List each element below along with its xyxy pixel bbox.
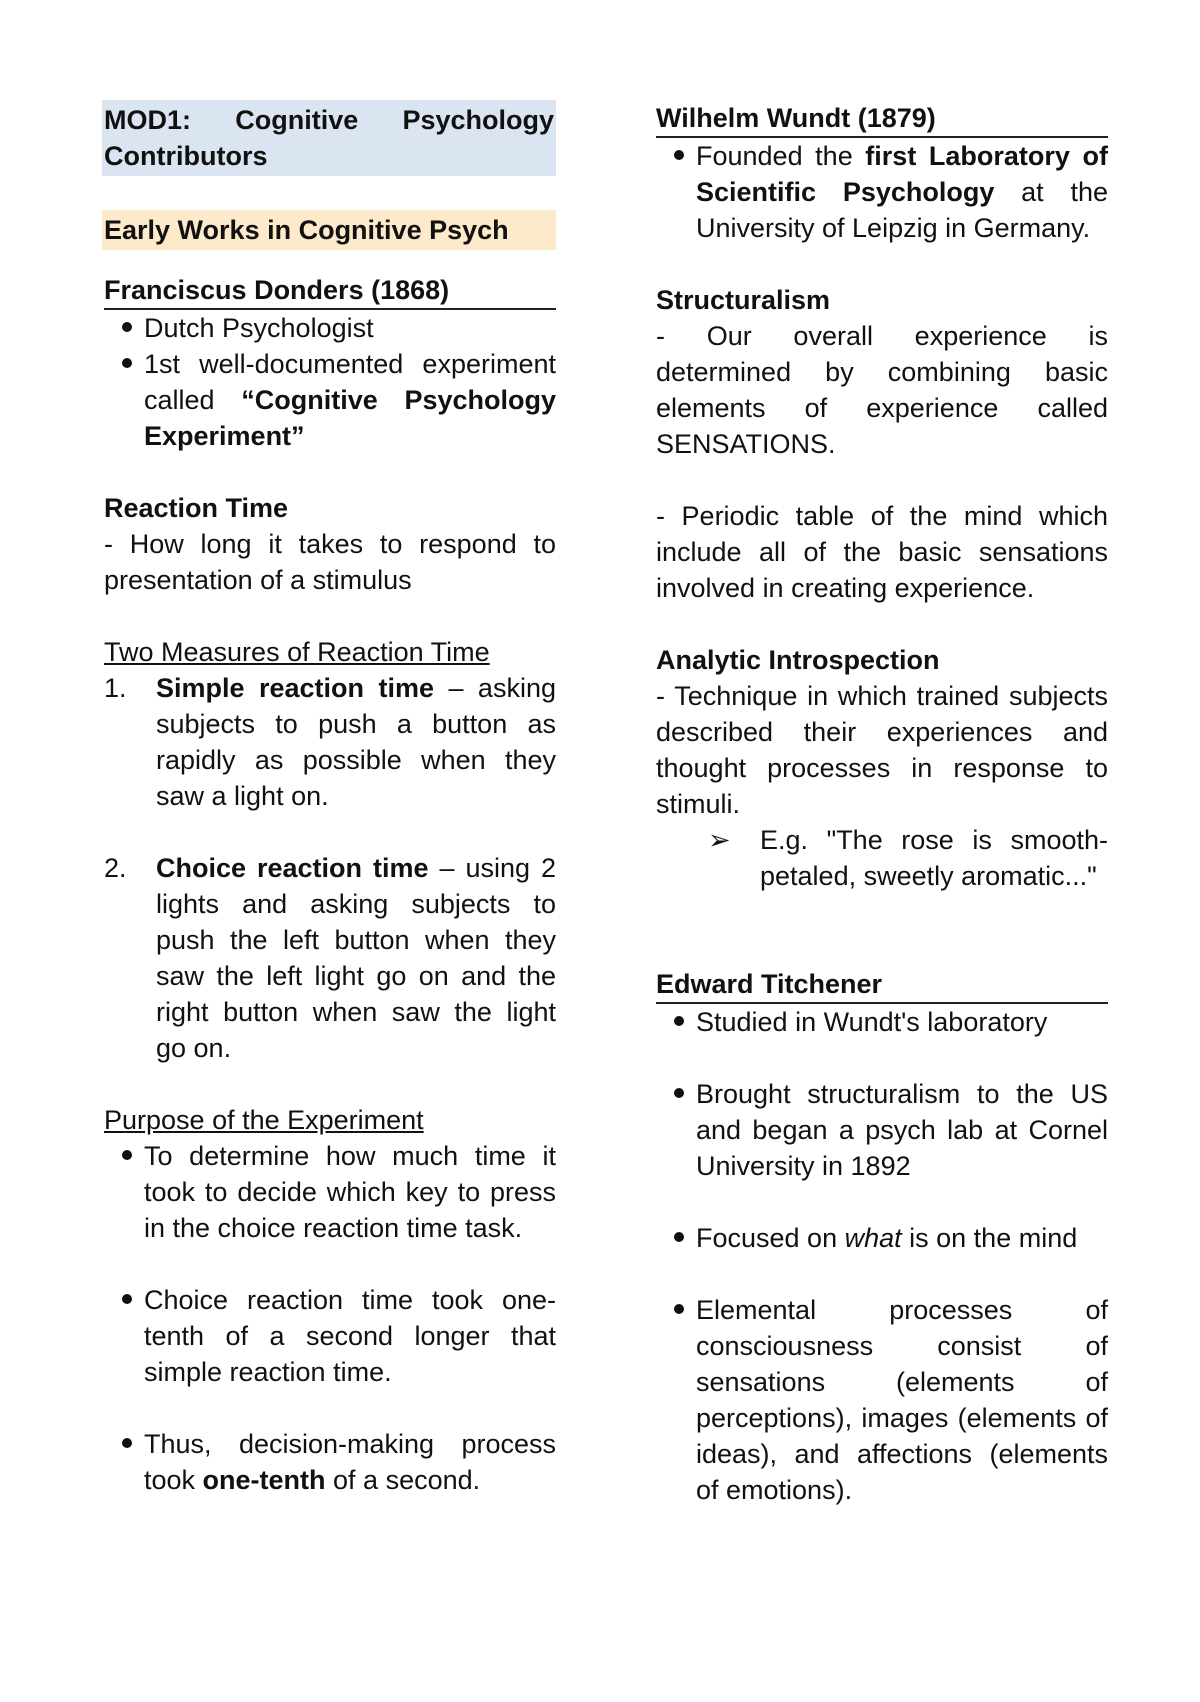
heading-titchener: Edward Titchener [656,966,1108,1004]
heading-purpose: Purpose of the Experiment [104,1105,424,1135]
list-item: To determine how much time it took to decide which key to press in the choice reaction time task. [104,1138,556,1246]
left-column [104,100,556,1498]
reaction-time-definition: - How long it takes to respond to presentation of a stimulus [104,529,556,595]
titchener-bullets [656,1004,1108,1508]
structuralism-paragraph-2: - Periodic table of the mind which include all of the basic sensations involved in creating experience. [656,501,1108,603]
heading-two-measures: Two Measures of Reaction Time [104,637,490,667]
list-item: Brought structuralism to the US and began a psych lab at Cornel University in 1892 [656,1076,1108,1184]
list-item: 1. Simple reaction time – asking subjects to push a button as rapidly as possible when they saw a light on. [104,673,556,811]
donders-bullets [104,310,556,454]
purpose-bullets [104,1138,556,1498]
structuralism-paragraph-1: - Our overall experience is determined by combining basic elements of experience called SENSATIONS. [656,321,1108,459]
list-item: Choice reaction time took one-tenth of a second longer that simple reaction time. [104,1282,556,1390]
measures-list [104,670,556,1066]
list-item: 2. Choice reaction time – using 2 lights and asking subjects to push the left button when they saw the left light go on and the right button when saw the light go on. [104,853,556,1063]
introspection-paragraph: - Technique in which trained subjects described their experiences and thought processes in response to stimuli. [656,681,1108,819]
heading-reaction-time: Reaction Time [104,493,289,523]
list-item: Founded the first Laboratory of Scientific Psychology at the University of Leipzig in Germany. [656,138,1108,246]
heading-analytic-introspection: Analytic Introspection [656,645,940,675]
introspection-example: ➢ E.g. "The rose is smooth-petaled, sweetly aromatic..." [656,822,1108,894]
list-item: Studied in Wundt's laboratory [656,1004,1108,1040]
module-title: MOD1: Cognitive Psychology Contributors [102,100,556,176]
heading-wundt: Wilhelm Wundt (1879) [656,100,1108,138]
section-heading-early-works: Early Works in Cognitive Psych [102,210,556,250]
list-item: Dutch Psychologist [104,310,556,346]
wundt-bullets [656,138,1108,246]
heading-structuralism: Structuralism [656,285,831,315]
arrow-bullet-icon: ➢ [708,825,731,855]
right-column [656,100,1108,1508]
list-item: 1st well-documented experiment called “Cognitive Psychology Experiment” [104,346,556,454]
list-item: Thus, decision-making process took one-tenth of a second. [104,1426,556,1498]
heading-donders: Franciscus Donders (1868) [104,272,556,310]
list-item: Focused on what is on the mind [656,1220,1108,1256]
list-item: Elemental processes of consciousness consist of sensations (elements of perceptions), images (elements of ideas), and affections (elements of emotions). [656,1292,1108,1508]
